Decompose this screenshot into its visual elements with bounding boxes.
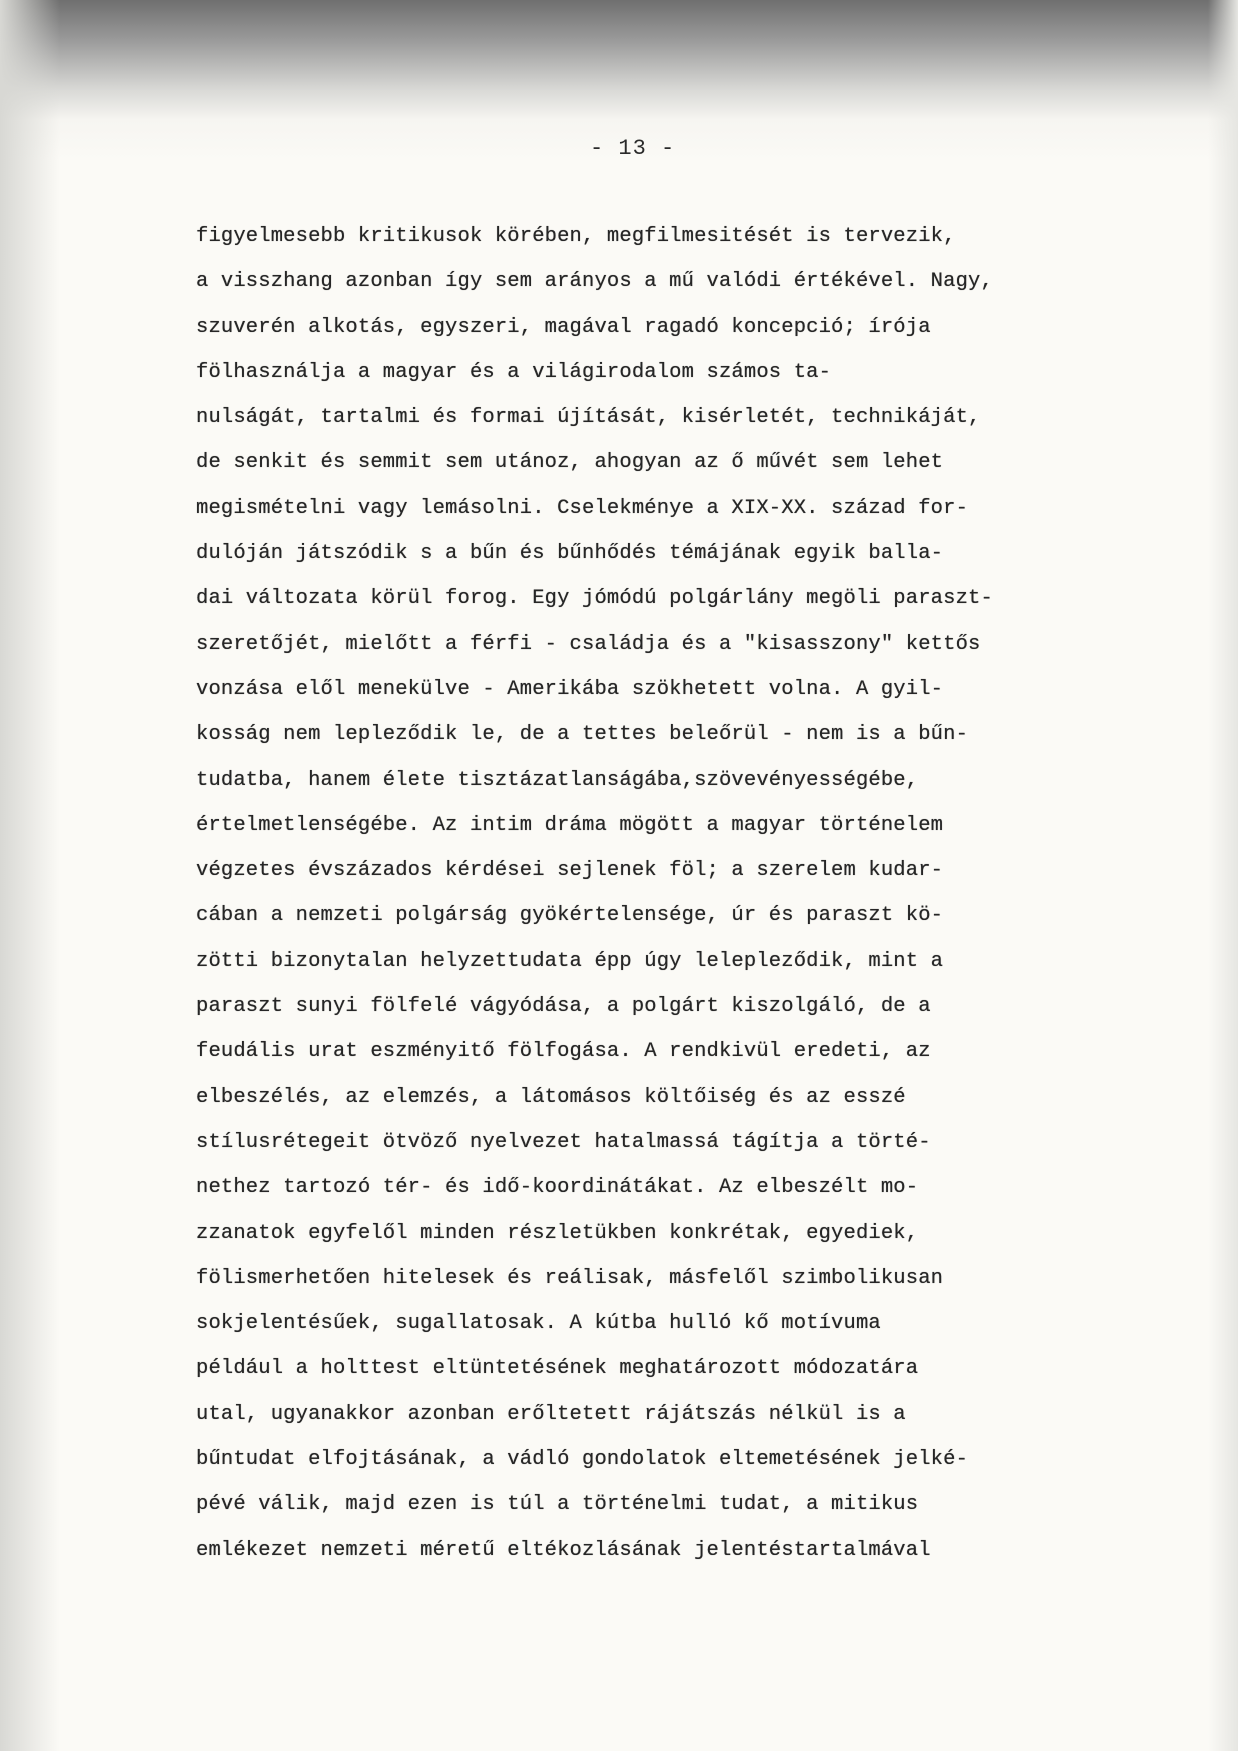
text-line: megismételni vagy lemásolni. Cselekménye a XIX-XX. század for- <box>196 496 969 520</box>
text-line: kosság nem lepleződik le, de a tettes beleőrül - nem is a bűn- <box>196 723 969 747</box>
text-line: a visszhang azonban így sem arányos a mű valódi értékével. Nagy, <box>196 270 993 294</box>
text-line: szuverén alkotás, egyszeri, magával ragadó koncepció; írója <box>196 315 931 339</box>
text-line: figyelmesebb kritikusok körében, megfilmesitését is tervezik, <box>196 225 956 248</box>
text-line: dai változata körül forog. Egy jómódú polgárlány megöli paraszt- <box>196 587 993 611</box>
text-line: például a holttest eltüntetésének meghatározott módozatára <box>196 1357 919 1381</box>
text-line: fölhasználja a magyar és a világirodalom számos ta- <box>196 360 832 384</box>
page-number: - 13 - <box>590 136 676 161</box>
text-line: elbeszélés, az elemzés, a látomásos költőiség és az esszé <box>196 1085 906 1109</box>
body-text <box>196 214 1206 1573</box>
text-line: bűntudat elfojtásának, a vádló gondolatok eltemetésének jelké- <box>196 1448 969 1472</box>
text-line: értelmetlenségébe. Az intim dráma mögött a magyar történelem <box>196 813 944 837</box>
text-line: zötti bizonytalan helyzettudata épp úgy lelepleződik, mint a <box>196 949 944 973</box>
text-line: feudális urat eszményitő fölfogása. A rendkivül eredeti, az <box>196 1040 931 1064</box>
text-line: tudatba, hanem élete tisztázatlanságába,szövevényességébe, <box>196 768 919 792</box>
text-line: szeretőjét, mielőtt a férfi - családja és a "kisasszony" kettős <box>196 632 981 656</box>
scan-edge-shadow-right <box>1208 0 1238 1751</box>
text-line: utal, ugyanakkor azonban erőltetett rájátszás nélkül is a <box>196 1402 906 1426</box>
text-line: sokjelentésűek, sugallatosak. A kútba hulló kő motívuma <box>196 1312 881 1336</box>
text-line: zzanatok egyfelől minden részletükben konkrétak, egyediek, <box>196 1221 919 1245</box>
text-line: emlékezet nemzeti méretű eltékozlásának jelentéstartalmával <box>196 1538 931 1562</box>
text-line: de senkit és semmit sem utánoz, ahogyan az ő művét sem lehet <box>196 451 944 475</box>
text-line: végzetes évszázados kérdései sejlenek föl; a szerelem kudar- <box>196 859 944 883</box>
scan-edge-shadow-left <box>0 0 60 1751</box>
text-line: nethez tartozó tér- és idő-koordinátákat. Az elbeszélt mo- <box>196 1176 919 1200</box>
text-line: cában a nemzeti polgárság gyökértelensége, úr és paraszt kö- <box>196 904 944 928</box>
text-line: fölismerhetően hitelesek és reálisak, másfelől szimbolikusan <box>196 1266 944 1290</box>
text-line: dulóján játszódik s a bűn és bűnhődés témájának egyik balla- <box>196 542 944 566</box>
text-line: paraszt sunyi fölfelé vágyódása, a polgárt kiszolgáló, de a <box>196 995 931 1019</box>
text-line: stílusrétegeit ötvöző nyelvezet hatalmassá tágítja a törté- <box>196 1130 931 1154</box>
text-line: nulságát, tartalmi és formai újítását, kisérletét, technikáját, <box>196 406 981 430</box>
text-line: vonzása elől menekülve - Amerikába szökhetett volna. A gyil- <box>196 677 944 701</box>
text-line: pévé válik, majd ezen is túl a történelmi tudat, a mitikus <box>196 1493 919 1517</box>
